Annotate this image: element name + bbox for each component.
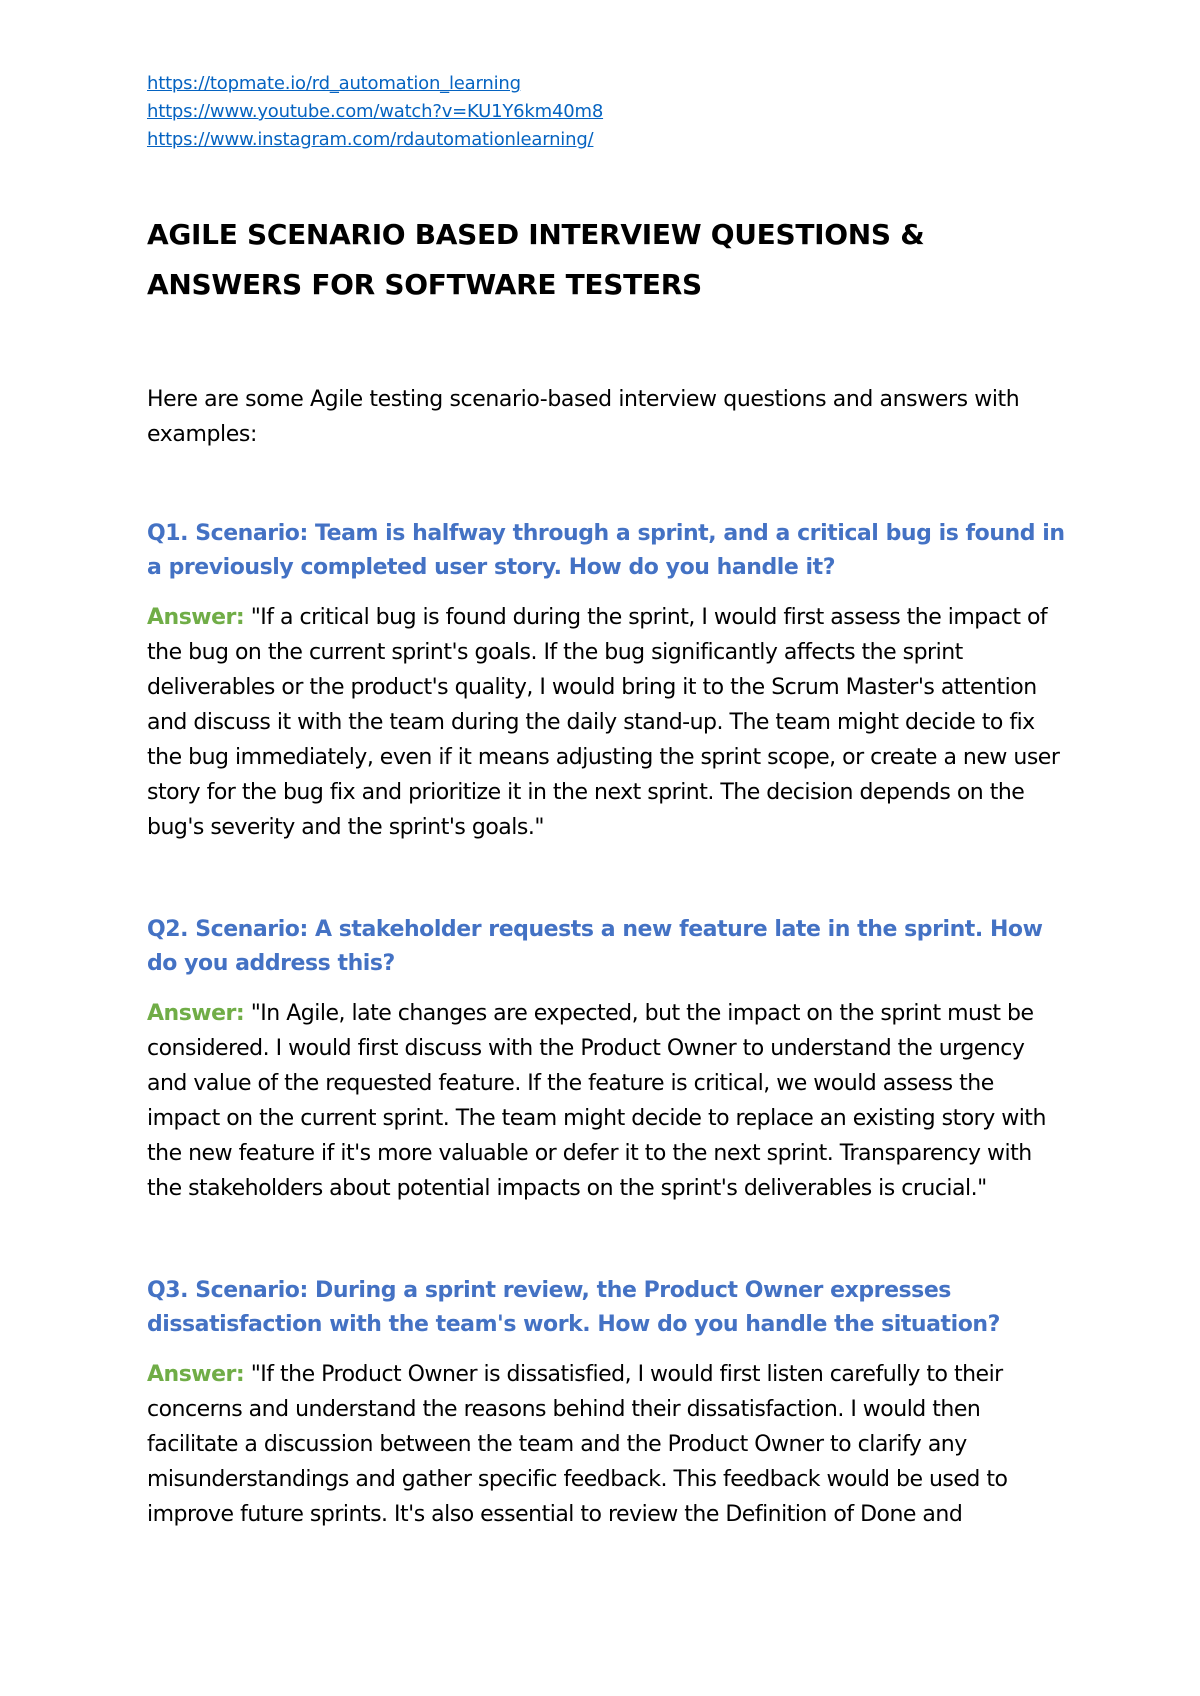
qa-item-3 [147,1274,1067,1532]
answer-text-1: "If a critical bug is found during the sprint, I would first assess the impact of the bug on the current sprint's goals. If the bug significantly affects the sprint deliverables or the product's quality, I would bring it to the Scrum Master's attention and discuss it with the team during the daily stand-up. The team might decide to fix the bug immediately, even if it means adjusting the sprint scope, or create a new user story for the bug fix and prioritize it in the next sprint. The decision depends on the bug's severity and the sprint's goals." [147,605,1060,840]
document-title [147,210,1067,310]
answer-3 [147,1357,1067,1532]
link-list [147,70,1067,154]
intro-paragraph: Here are some Agile testing scenario-based interview questions and answers with examples: [147,387,1020,447]
answer-text-2: "In Agile, late changes are expected, but the impact on the sprint must be considered. I would first discuss with the Product Owner to understand the urgency and value of the requested feature. If the feature is critical, we would assess the impact on the current sprint. The team might decide to replace an existing story with the new feature if it's more valuable or defer it to the next sprint. Transparency with the stakeholders about potential impacts on the sprint's deliverables is crucial." [147,1001,1046,1201]
question-3: Q3. Scenario: During a sprint review, the Product Owner expresses dissatisfaction with the team's work. How do you handle the situation? [147,1278,1000,1337]
answer-2 [147,996,1067,1206]
page-content [147,70,1067,1532]
question-1: Q1. Scenario: Team is halfway through a sprint, and a critical bug is found in a previously completed user story. How do you handle it? [147,521,1065,580]
youtube-link[interactable]: https://www.youtube.com/watch?v=KU1Y6km40m8 [147,101,604,122]
topmate-link[interactable]: https://topmate.io/rd_automation_learning [147,73,521,94]
answer-text-3: "If the Product Owner is dissatisfied, I would first listen carefully to their concerns and understand the reasons behind their dissatisfaction. I would then facilitate a discussion between the team and the Product Owner to clarify any misunderstandings and gather specific feedback. This feedback would be used to improve future sprints. It's also essential to review the Definition of Done and [147,1362,1008,1527]
question-2: Q2. Scenario: A stakeholder requests a new feature late in the sprint. How do you address this? [147,917,1043,976]
title-line-1: AGILE SCENARIO BASED INTERVIEW QUESTIONS & [147,218,925,251]
instagram-link[interactable]: https://www.instagram.com/rdautomationlearning/ [147,129,594,150]
answer-label: Answer: [147,1362,245,1387]
answer-1 [147,600,1067,845]
title-line-2: ANSWERS FOR SOFTWARE TESTERS [147,268,702,301]
answer-label: Answer: [147,1001,245,1026]
answer-label: Answer: [147,605,245,630]
qa-item-1 [147,517,1067,845]
qa-item-2 [147,913,1067,1206]
